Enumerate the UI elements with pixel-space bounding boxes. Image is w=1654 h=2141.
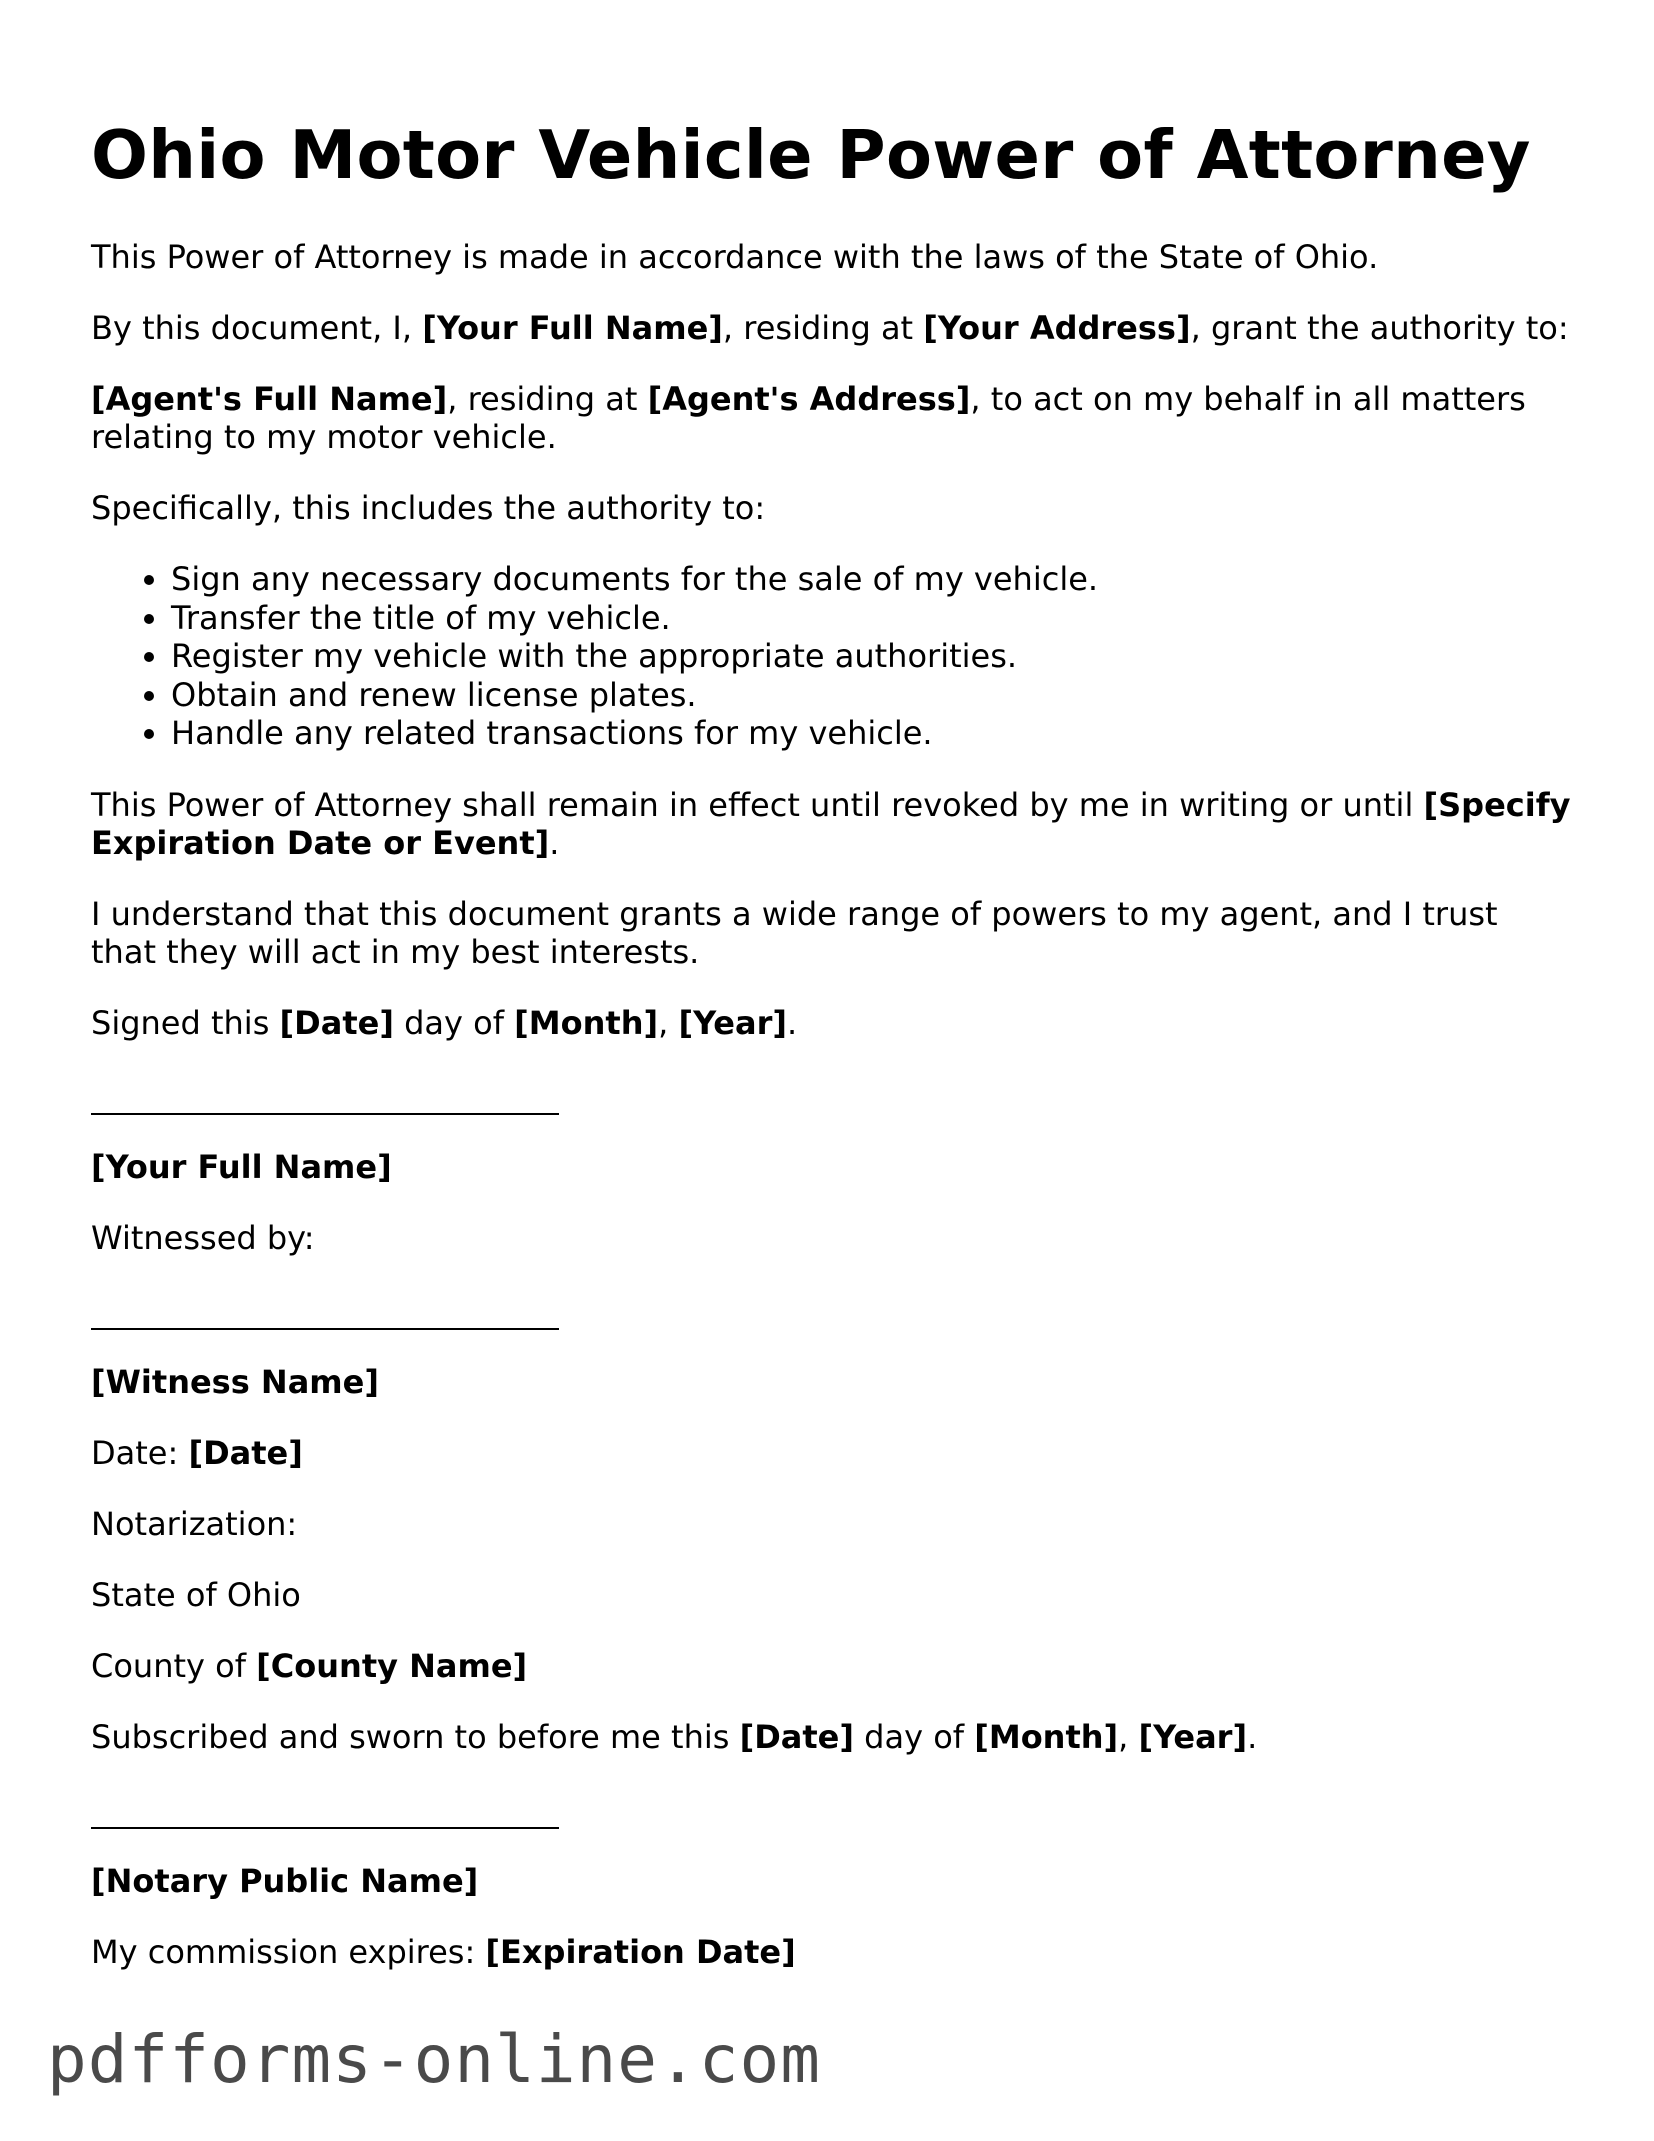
agent-paragraph: [91, 380, 1571, 456]
county-label: County of: [91, 1646, 257, 1685]
sworn-prefix: Subscribed and sworn to before me this: [91, 1717, 740, 1756]
list-item: • Transfer the title of my vehicle.: [171, 599, 1571, 638]
sworn-paragraph: [91, 1718, 1571, 1756]
signed-paragraph: [91, 1004, 1571, 1042]
grant-suffix: , grant the authority to:: [1190, 309, 1569, 347]
signed-month-placeholder: [Month]: [514, 1003, 659, 1042]
county-placeholder: [County Name]: [256, 1646, 528, 1685]
principal-address-placeholder: [Your Address]: [923, 309, 1191, 347]
sworn-date-placeholder: [Date]: [739, 1717, 854, 1756]
signed-date-placeholder: [Date]: [279, 1003, 394, 1042]
effect-suffix: .: [549, 823, 560, 862]
witnessed-by-label: Witnessed by:: [91, 1218, 315, 1257]
witness-name: [91, 1363, 1571, 1401]
sworn-mid2: ,: [1118, 1717, 1139, 1756]
notarization-state: State of Ohio: [91, 1575, 301, 1614]
commission-placeholder: [Expiration Date]: [485, 1932, 796, 1971]
list-item: • Handle any related transactions for my vehicle.: [171, 714, 1571, 753]
sworn-month-placeholder: [Month]: [974, 1717, 1119, 1756]
notarization-label: Notarization:: [91, 1504, 298, 1543]
site-watermark: pdfforms-online.com: [47, 2021, 821, 2098]
principal-name-placeholder: [Your Full Name]: [422, 309, 723, 347]
list-item: • Register my vehicle with the appropriate authorities.: [171, 637, 1571, 676]
intro-paragraph: This Power of Attorney is made in accordance with the laws of the State of Ohio.: [91, 238, 1379, 276]
document-page: [91, 114, 1571, 2004]
list-item: • Sign any necessary documents for the sale of my vehicle.: [171, 560, 1571, 599]
notary-name-text: [Notary Public Name]: [91, 1861, 479, 1900]
principal-signature-name: [91, 1148, 1571, 1186]
page-title: Ohio Motor Vehicle Power of Attorney: [91, 116, 1531, 194]
witness-date: [91, 1434, 1571, 1472]
grant-prefix: By this document, I,: [91, 309, 423, 347]
witness-name-text: [Witness Name]: [91, 1362, 379, 1401]
grant-paragraph: [91, 309, 1571, 347]
notary-name: [91, 1862, 1571, 1900]
signed-suffix: .: [787, 1003, 798, 1042]
signed-year-placeholder: [Year]: [678, 1003, 787, 1042]
sworn-mid1: day of: [854, 1717, 975, 1756]
commission-label: My commission expires:: [91, 1932, 486, 1971]
sworn-suffix: .: [1247, 1717, 1258, 1756]
witness-date-label: Date:: [91, 1433, 189, 1472]
signed-mid2: ,: [658, 1003, 679, 1042]
witness-date-placeholder: [Date]: [188, 1433, 303, 1472]
commission-expires: [91, 1933, 1571, 1971]
authority-list: [91, 560, 1571, 753]
agent-suffix: , to act on my behalf in all matters relating to my motor vehicle.: [91, 380, 1526, 456]
notary-signature-line: [91, 1827, 559, 1829]
specifically-paragraph: Specifically, this includes the authority to:: [91, 489, 766, 527]
agent-mid: , residing at: [447, 380, 648, 418]
principal-signature-name-text: [Your Full Name]: [91, 1147, 392, 1186]
understanding-paragraph: I understand that this document grants a wide range of powers to my agent, and I trust that they will act in my best interests.: [91, 894, 1498, 971]
expiration-placeholder: [Specify Expiration Date or Event]: [91, 785, 1571, 862]
sworn-year-placeholder: [Year]: [1138, 1717, 1248, 1756]
signed-mid1: day of: [393, 1003, 515, 1042]
effect-prefix: This Power of Attorney shall remain in effect until revoked by me in writing or until: [91, 785, 1424, 824]
effect-paragraph: [91, 786, 1571, 862]
signed-prefix: Signed this: [91, 1003, 280, 1042]
witness-signature-line: [91, 1328, 559, 1330]
list-item: • Obtain and renew license plates.: [171, 676, 1571, 715]
principal-signature-line: [91, 1113, 559, 1115]
notarization-county: [91, 1647, 1571, 1685]
agent-address-placeholder: [Agent's Address]: [647, 380, 971, 418]
agent-name-placeholder: [Agent's Full Name]: [91, 380, 448, 418]
grant-mid: , residing at: [722, 309, 924, 347]
